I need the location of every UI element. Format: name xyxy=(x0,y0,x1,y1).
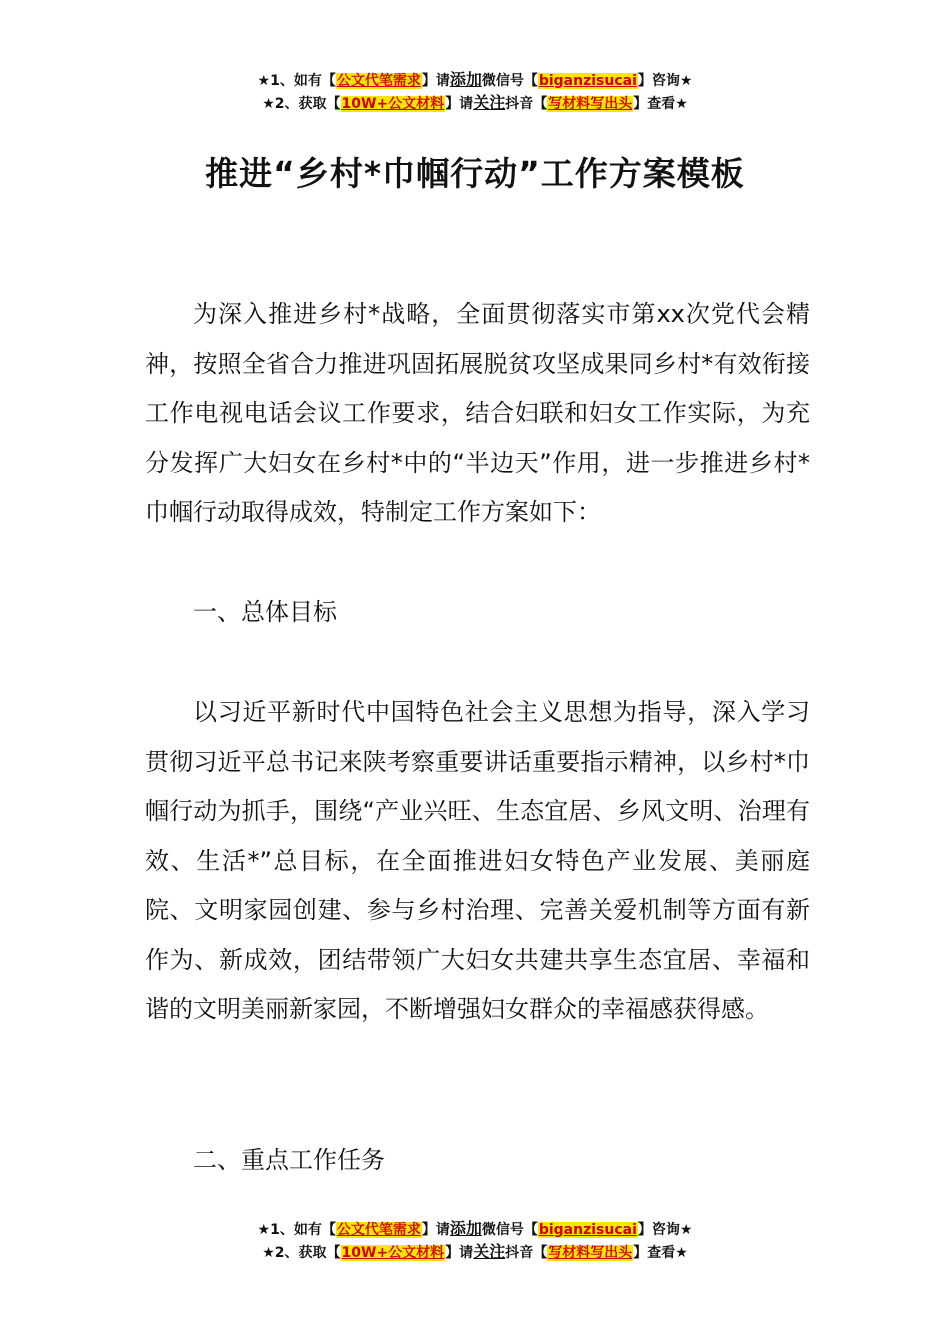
highlight-service: 公文代笔需求 xyxy=(336,73,421,89)
paragraph-text: 为深入推进乡村*战略，全面贯彻落实市第xx次党代会精神，按照全省合力推进巩固拓展脱贫攻坚成果同乡村*有效衔接工作电视电话会议工作要求，结合妇联和妇女工作实际，为充分发挥广大妇女在乡村*中的“半边天”作用，进一步推进乡村*巾帼行动取得成效，特制定工作方案如下： xyxy=(145,300,810,526)
highlight-materials: 10W+公文材料 xyxy=(341,96,445,112)
banner-text: 微信号【 xyxy=(481,1222,538,1238)
banner-text: 】请 xyxy=(421,73,450,89)
banner-text: ★2、获取【 xyxy=(262,96,341,112)
banner-text: 】请 xyxy=(445,1245,474,1261)
heading-text: 二、重点工作任务 xyxy=(193,1146,385,1174)
highlight-douyin: 写材料写出头 xyxy=(548,1245,633,1261)
document-title: 推进“乡村*巾帼行动”工作方案模板 xyxy=(205,154,745,193)
highlight-service: 公文代笔需求 xyxy=(336,1222,421,1238)
banner-text: ★1、如有【 xyxy=(257,73,336,89)
highlight-materials: 10W+公文材料 xyxy=(341,1245,445,1261)
banner-text: 】查看★ xyxy=(633,1245,688,1261)
header-banner xyxy=(0,69,950,115)
banner-text: 抖音【 xyxy=(505,1245,548,1261)
banner-line-2 xyxy=(0,92,950,115)
banner-line-1 xyxy=(0,69,950,92)
banner-text: 微信号【 xyxy=(481,73,538,89)
banner-emphasis: 关注 xyxy=(473,1242,506,1261)
paragraph-text: 以习近平新时代中国特色社会主义思想为指导，深入学习贯彻习近平总书记来陕考察重要讲话重要指示精神，以乡村*巾帼行动为抓手，围绕“产业兴旺、生态宜居、乡风文明、治理有效、生活*”总目标，在全面推进妇女特色产业发展、美丽庭院、文明家园创建、参与乡村治理、完善关爱机制等方面有新作为、新成效，团结带领广大妇女共建共享生态宜居、幸福和谐的文明美丽新家园，不断增强妇女群众的幸福感获得感。 xyxy=(145,698,810,1023)
banner-line-2 xyxy=(0,1241,950,1264)
banner-text: 】咨询★ xyxy=(637,1222,693,1238)
banner-text: 抖音【 xyxy=(505,96,548,112)
banner-emphasis: 添加 xyxy=(449,70,482,89)
banner-line-1 xyxy=(0,1218,950,1241)
section-heading-1 xyxy=(145,588,810,638)
highlight-wechat-id: biganzisucai xyxy=(538,1222,637,1238)
banner-text: 】请 xyxy=(445,96,474,112)
banner-text: 】咨询★ xyxy=(637,73,693,89)
heading-text: 一、总体目标 xyxy=(193,598,337,626)
banner-text: 】查看★ xyxy=(633,96,688,112)
banner-emphasis: 关注 xyxy=(473,93,506,112)
section-heading-2 xyxy=(145,1136,810,1186)
banner-emphasis: 添加 xyxy=(449,1219,482,1238)
banner-text: 】请 xyxy=(421,1222,450,1238)
highlight-wechat-id: biganzisucai xyxy=(538,73,637,89)
banner-text: ★1、如有【 xyxy=(257,1222,336,1238)
banner-text: ★2、获取【 xyxy=(262,1245,341,1261)
highlight-douyin: 写材料写出头 xyxy=(548,96,633,112)
goals-paragraph xyxy=(145,688,810,1035)
footer-banner xyxy=(0,1218,950,1264)
intro-paragraph xyxy=(145,290,810,538)
